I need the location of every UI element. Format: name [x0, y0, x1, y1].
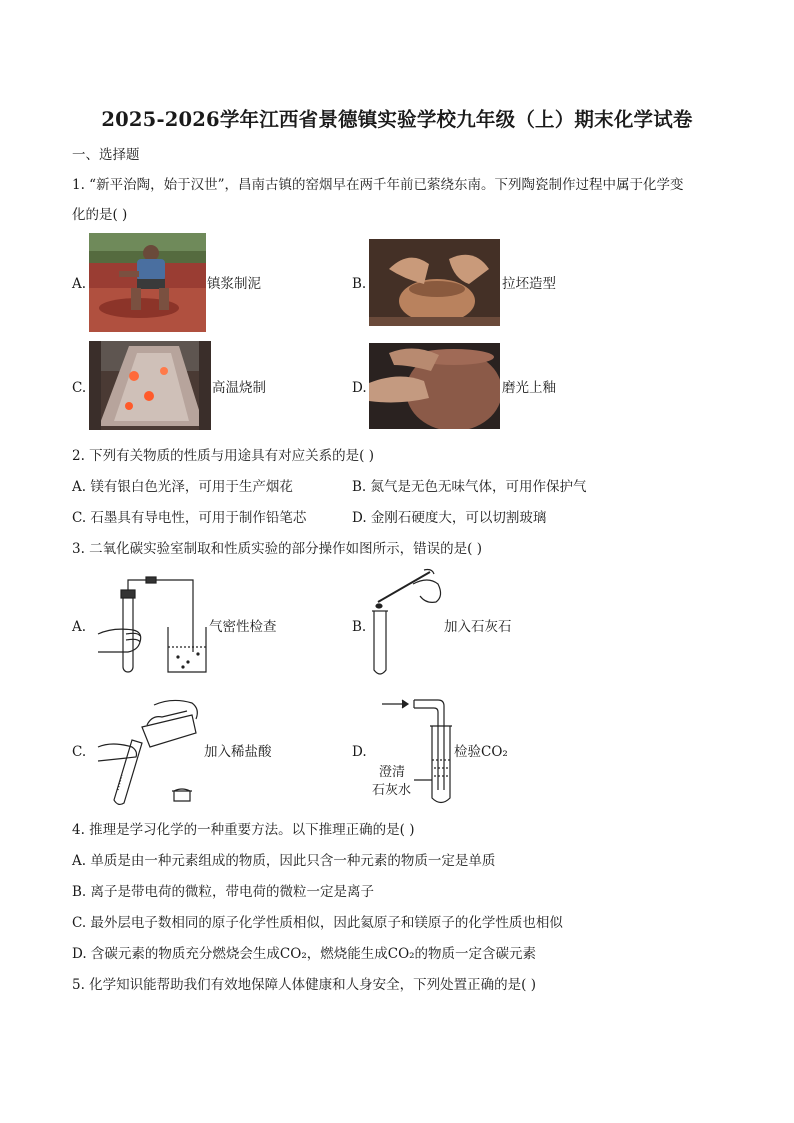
kiln-firing-photo [89, 341, 211, 430]
section-heading: 一、选择题 [72, 147, 140, 163]
limewater-label-line1: 澄清 [379, 765, 406, 780]
q3-option-a-label: A. [72, 619, 87, 635]
add-hydrochloric-acid-diagram [92, 695, 202, 807]
q1-option-c-label: C. [72, 380, 87, 396]
q3-option-b-label: B. [352, 619, 367, 635]
q1-stem-line2: 化的是( ) [72, 207, 128, 223]
airtightness-check-diagram [88, 572, 208, 677]
q1-option-a-caption: 镇浆制泥 [207, 276, 261, 292]
q1-option-c-caption: 高温烧制 [212, 380, 266, 396]
q3-option-b-caption: 加入石灰石 [444, 619, 512, 635]
q2-stem: 2. 下列有关物质的性质与用途具有对应关系的是( ) [72, 448, 374, 464]
q1-option-d-caption: 磨光上釉 [502, 380, 556, 396]
clay-making-photo [89, 233, 206, 332]
q3-option-d-caption: 检验CO₂ [454, 744, 508, 760]
page-title: 2025-2026学年江西省景德镇实验学校九年级（上）期末化学试卷 [101, 108, 693, 131]
q4-option-b: B. 离子是带电荷的微粒，带电荷的微粒一定是离子 [72, 884, 375, 900]
q1-option-a-label: A. [72, 276, 87, 292]
add-limestone-diagram [368, 566, 448, 678]
q1-option-b-caption: 拉坯造型 [502, 276, 556, 292]
q1-option-d-label: D. [352, 380, 367, 396]
q3-stem: 3. 二氧化碳实验室制取和性质实验的部分操作如图所示，错误的是( ) [72, 541, 482, 557]
q3-option-d-label: D. [352, 744, 367, 760]
q2-option-b: B. 氮气是无色无味气体，可用作保护气 [352, 479, 587, 495]
q2-option-c: C. 石墨具有导电性，可用于制作铅笔芯 [72, 510, 307, 526]
limewater-label-line2: 石灰水 [372, 783, 412, 798]
q3-option-c-caption: 加入稀盐酸 [204, 744, 272, 760]
q4-option-c: C. 最外层电子数相同的原子化学性质相似，因此氦原子和镁原子的化学性质也相似 [72, 915, 563, 931]
q4-option-a: A. 单质是由一种元素组成的物质，因此只含一种元素的物质一定是单质 [72, 853, 496, 869]
q2-option-a: A. 镁有银白色光泽，可用于生产烟花 [72, 479, 293, 495]
q3-option-c-label: C. [72, 744, 87, 760]
q2-option-d: D. 金刚石硬度大，可以切割玻璃 [352, 510, 547, 526]
glazing-photo [369, 343, 500, 429]
q4-option-d: D. 含碳元素的物质充分燃烧会生成CO₂，燃烧能生成CO₂的物质一定含碳元素 [72, 946, 537, 962]
q1-stem-line1: 1. “新平治陶，始于汉世”，昌南古镇的窑烟早在两千年前已萦绕东南。下列陶瓷制作过程中属于化学变 [72, 177, 684, 193]
q5-stem: 5. 化学知识能帮助我们有效地保障人体健康和人身安全，下列处置正确的是( ) [72, 977, 536, 993]
pottery-throwing-photo [369, 239, 500, 326]
q1-option-b-label: B. [352, 276, 367, 292]
q3-option-a-caption: 气密性检查 [209, 619, 277, 635]
q4-stem: 4. 推理是学习化学的一种重要方法。以下推理正确的是( ) [72, 822, 415, 838]
